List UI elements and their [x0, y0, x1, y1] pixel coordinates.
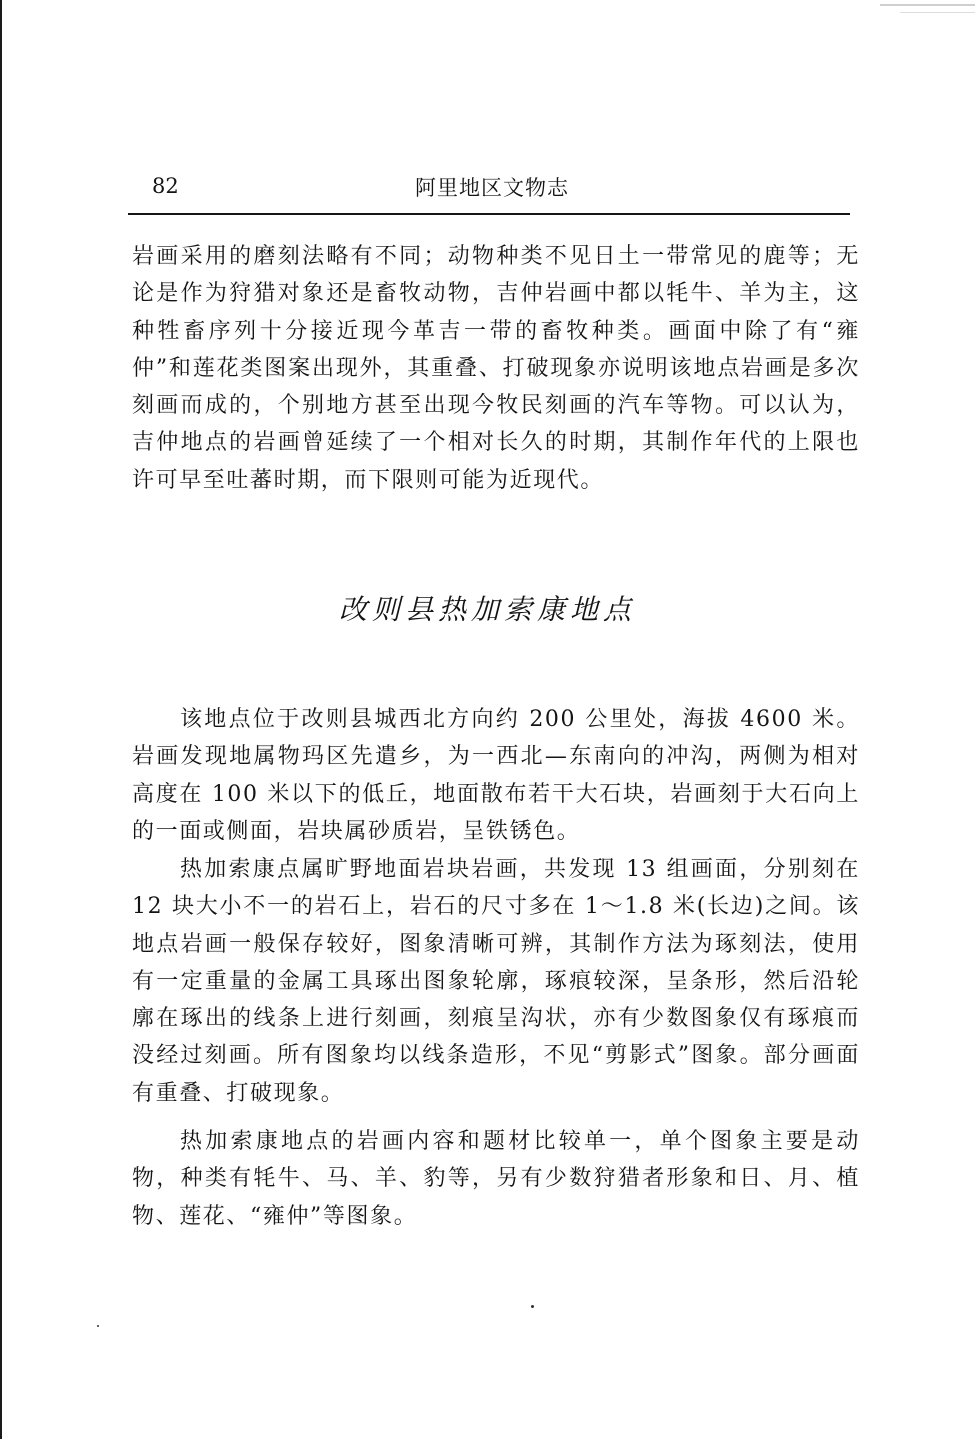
scan-edge-top: [880, 4, 975, 6]
scan-edge-left: [0, 0, 2, 1439]
scan-edge-top-secondary: [900, 12, 975, 13]
section-heading: 改则县热加索康地点: [338, 593, 636, 626]
paragraph-continued: 岩画采用的磨刻法略有不同；动物种类不见日土一带常见的鹿等；无论是作为狩猎对象还是畜牧动物，吉仲岩画中都以牦牛、羊为主，这种牲畜序列十分接近现今革吉一带的畜牧种类。画面中除了有“雍仲”和莲花类图案出现外，其重叠、打破现象亦说明该地点岩画是多次刻画而成的，个别地方甚至出现今牧民刻画的汽车等物。可以认为，吉仲地点的岩画曾延续了一个相对长久的时期，其制作年代的上限也许可早至吐蕃时期，而下限则可能为近现代。: [132, 244, 860, 493]
paragraph-location: 该地点位于改则县城西北方向约 200 公里处，海拔 4600 米。岩画发现地属物玛区先遣乡，为一西北—东南向的冲沟，两侧为相对高度在 100 米以下的低丘，地面散布若干大石块，岩画刻于大石向上的一面或侧面，岩块属砂质岩，呈铁锈色。: [132, 707, 860, 844]
scan-speck: [97, 1325, 99, 1327]
paragraph-technique: 热加索康点属旷野地面岩块岩画，共发现 13 组画面，分别刻在 12 块大小不一的岩石上，岩石的尺寸多在 1～1.8 米(长边)之间。该地点岩画一般保存较好，图象清晰可辨，其制作方法为琢刻法，使用有一定重量的金属工具琢出图象轮廓，琢痕较深，呈条形，然后沿轮廓在琢出的线条上进行刻画，刻痕呈沟状，亦有少数图象仅有琢痕而没经过刻画。所有图象均以线条造形，不见“剪影式”图象。部分画面有重叠、打破现象。: [132, 857, 860, 1106]
page-number: 82: [152, 174, 179, 198]
scan-speck: [531, 1305, 534, 1308]
header-rule: [128, 213, 850, 215]
paragraph-content: 热加索康地点的岩画内容和题材比较单一，单个图象主要是动物，种类有牦牛、马、羊、豹等，另有少数狩猎者形象和日、月、植物、莲花、“雍仲”等图象。: [132, 1129, 860, 1229]
running-title: 阿里地区文物志: [415, 176, 569, 200]
